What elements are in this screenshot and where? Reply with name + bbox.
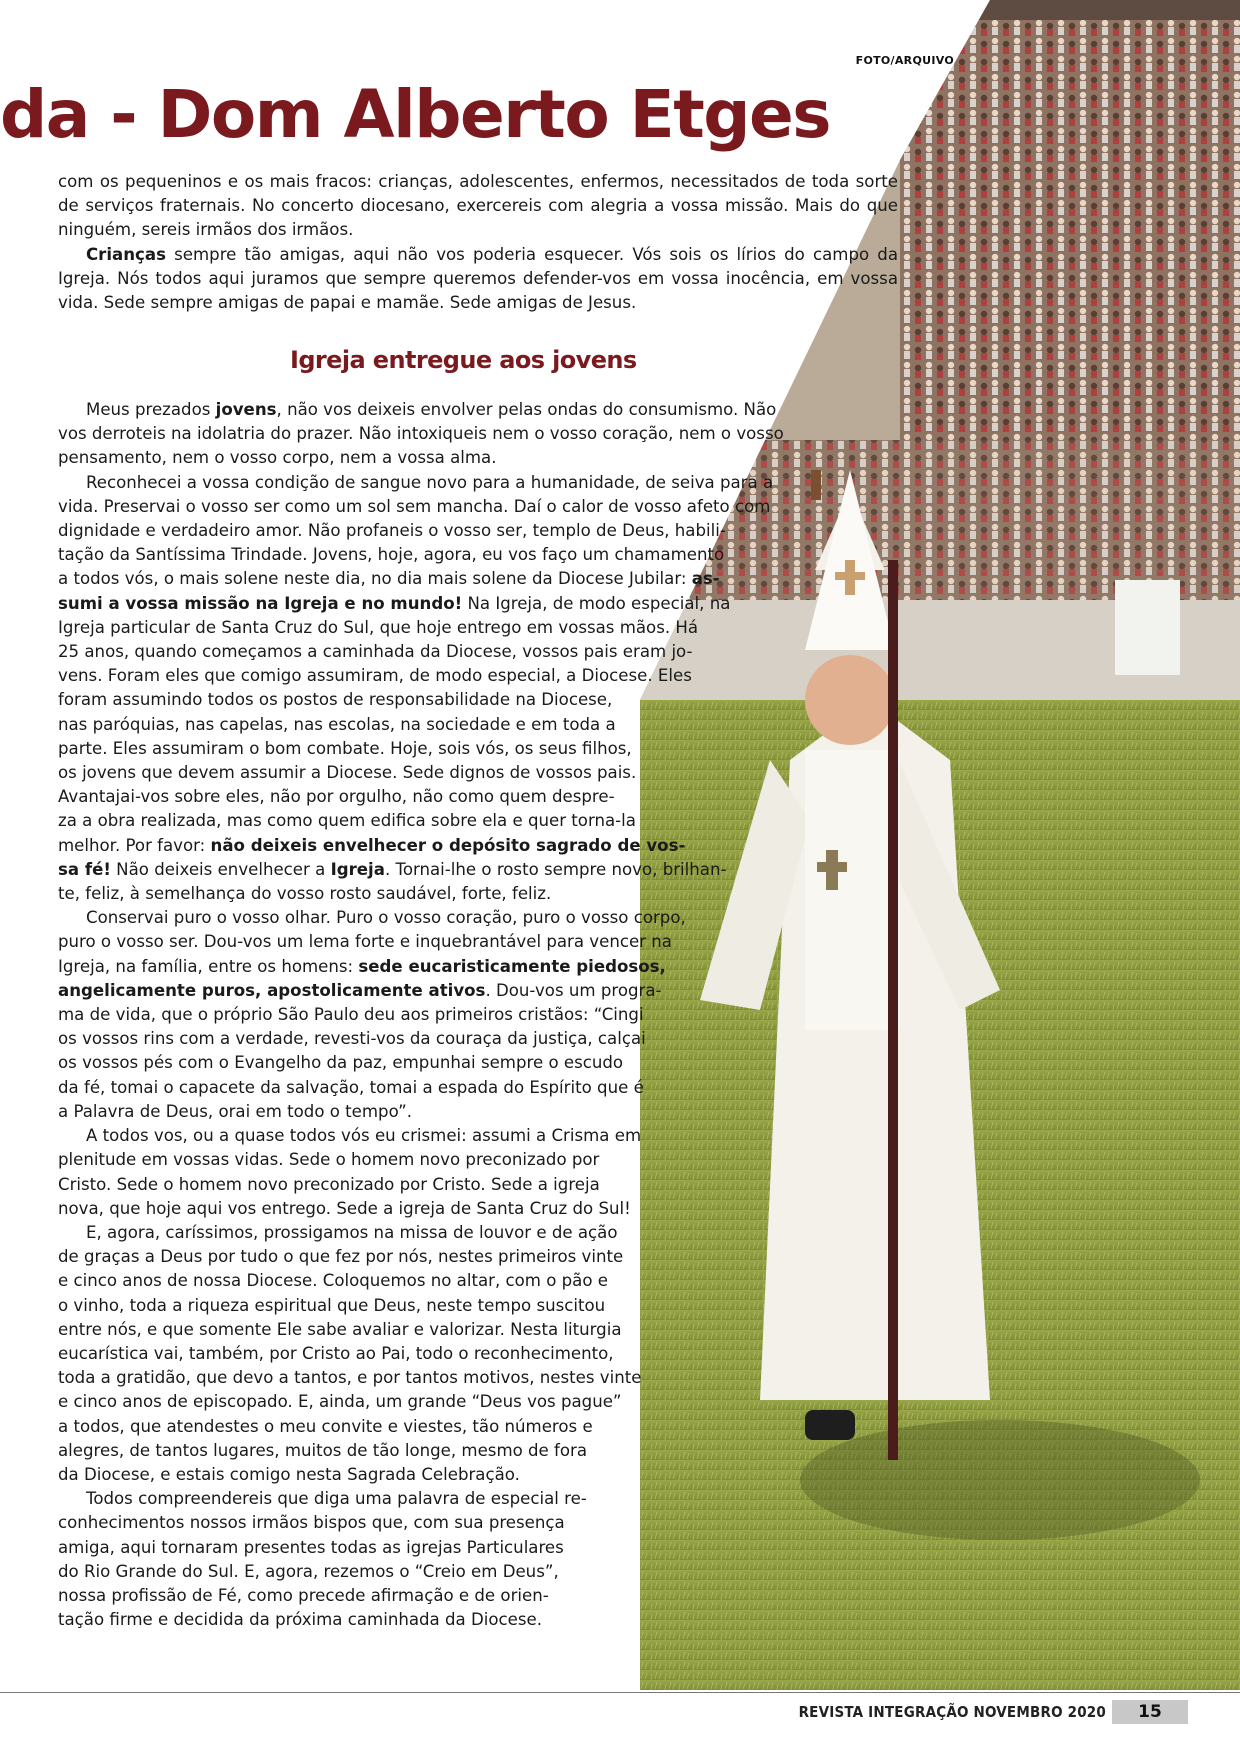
article-line: [58, 882, 784, 906]
article-line: [58, 446, 784, 470]
article-text-run: o vinho, toda a riqueza espiritual que Deus, neste tempo suscitou: [58, 1295, 606, 1315]
article-text-run: ma de vida, que o próprio São Paulo deu aos primeiros cristãos: “Cingi: [58, 1005, 644, 1025]
article-line: [58, 543, 784, 567]
article-line: [58, 1051, 784, 1075]
article-text-run: nova, que hoje aqui vos entrego. Sede a igreja de Santa Cruz do Sul!: [58, 1198, 631, 1218]
article-line: [58, 1294, 784, 1318]
article-text-run: amiga, aqui tornaram presentes todas as igrejas Particulares: [58, 1537, 564, 1557]
article-text-run: e cinco anos de nossa Diocese. Coloquemos no altar, com o pão e: [58, 1271, 608, 1291]
article-bold-phrase: sede eucaristicamente piedosos,: [358, 956, 666, 976]
footer-divider: [0, 1692, 1240, 1693]
article-line: [58, 1197, 784, 1221]
article-line: [58, 398, 784, 422]
article-line: [58, 761, 784, 785]
article-text-run: da fé, tomai o capacete da salvação, tomai a espada do Espírito que é: [58, 1077, 644, 1097]
article-line: [58, 737, 784, 761]
article-line: [58, 1100, 784, 1124]
article-line: [58, 1076, 784, 1100]
article-text-run: vos derroteis na idolatria do prazer. Não intoxiqueis nem o vosso coração, nem o vosso: [58, 424, 784, 444]
article-text-run: Todos compreendereis que diga uma palavra de especial re-: [86, 1489, 587, 1509]
article-text-run: Igreja, na família, entre os homens:: [58, 956, 359, 976]
article-text-run: E, agora, caríssimos, prossigamos na missa de louvor e de ação: [86, 1222, 618, 1242]
article-line: [58, 519, 784, 543]
article-text-run: za a obra realizada, mas como quem edifica sobre ela e quer torna-la: [58, 811, 636, 831]
article-text-run: da Diocese, e estais comigo nesta Sagrada Celebração.: [58, 1464, 520, 1484]
article-line: [58, 1439, 784, 1463]
article-text-run: os vossos rins com a verdade, revesti-vos da couraça da justiça, calçai: [58, 1029, 646, 1049]
article-text-run: Cristo. Sede o homem novo preconizado por Cristo. Sede a igreja: [58, 1174, 600, 1194]
article-text-run: alegres, de tantos lugares, muitos de tão longe, mesmo de fora: [58, 1440, 588, 1460]
article-line: [58, 1221, 784, 1245]
article-line: [58, 785, 784, 809]
article-line: [58, 640, 784, 664]
article-line: [58, 1245, 784, 1269]
intro-paragraph-1: com os pequeninos e os mais fracos: crianças, adolescentes, enfermos, necessitados de toda sorte de serviços fraternais. No concerto diocesano, exercereis com alegria a vossa missão. Mais do que ninguém, sereis irmãos dos irmãos.: [58, 172, 898, 240]
article-line: [58, 1269, 784, 1293]
article-text-run: a todos, que atendestes o meu convite e viestes, tão números e: [58, 1416, 593, 1436]
article-text-run: nossa profissão de Fé, como precede afirmação e de orien-: [58, 1585, 549, 1605]
article-text-run: Conservai puro o vosso olhar. Puro o vosso coração, puro o vosso corpo,: [86, 908, 686, 928]
article-line: [58, 979, 784, 1003]
article-text-run: tação firme e decidida da próxima caminhada da Diocese.: [58, 1610, 542, 1630]
article-line: [58, 930, 784, 954]
article-text-run: melhor. Por favor:: [58, 835, 211, 855]
section-title: Igreja entregue aos jovens: [290, 346, 637, 374]
article-line: [58, 664, 784, 688]
article-line: [58, 1148, 784, 1172]
intro-text: [58, 170, 898, 315]
article-text-run: nas paróquias, nas capelas, nas escolas, na sociedade e em toda a: [58, 714, 616, 734]
article-line: [58, 1366, 784, 1390]
article-text-run: . Tornai-lhe o rosto sempre novo, brilhan-: [384, 859, 727, 879]
article-line: [58, 858, 784, 882]
article-text-run: do Rio Grande do Sul. E, agora, rezemos o “Creio em Deus”,: [58, 1561, 559, 1581]
intro-bold-term: Crianças: [86, 244, 166, 264]
article-text-run: a todos vós, o mais solene neste dia, no dia mais solene da Diocese Jubilar:: [58, 569, 692, 589]
article-text-run: toda a gratidão, que devo a tantos, e por tantos motivos, nestes vinte: [58, 1368, 642, 1388]
article-text-run: e cinco anos de episcopado. E, ainda, um grande “Deus vos pague”: [58, 1392, 622, 1412]
article-text-run: dignidade e verdadeiro amor. Não profaneis o vosso ser, templo de Deus, habili-: [58, 521, 726, 541]
article-bold-phrase: jovens: [215, 400, 277, 419]
article-text-run: puro o vosso ser. Dou-vos um lema forte e inquebrantável para vencer na: [58, 932, 672, 952]
article-line: [58, 616, 784, 640]
article-text-run: conhecimentos nossos irmãos bispos que, com sua presença: [58, 1513, 565, 1533]
article-text-run: entre nós, e que somente Ele sabe avaliar e valorizar. Nesta liturgia: [58, 1319, 622, 1339]
article-bold-phrase: Igreja: [330, 859, 385, 879]
article-text-run: vida. Preservai o vosso ser como um sol sem mancha. Daí o calor de vosso afeto com: [58, 496, 771, 516]
article-line: [58, 955, 784, 979]
article-bold-phrase: sa fé!: [58, 859, 111, 879]
article-text-run: A todos vos, ou a quase todos vós eu crismei: assumi a Crisma em: [86, 1126, 642, 1146]
article-text-run: a Palavra de Deus, orai em todo o tempo”.: [58, 1101, 413, 1121]
article-text-run: Reconhecei a vossa condição de sangue novo para a humanidade, de seiva para a: [86, 472, 774, 492]
article-line: [58, 1536, 784, 1560]
article-text-run: Não deixeis envelhecer a: [110, 859, 331, 879]
article-text-run: eucarística vai, também, por Cristo ao Pai, todo o reconhecimento,: [58, 1343, 614, 1363]
article-bold-phrase: sumi a vossa missão na Igreja e no mundo!: [58, 593, 463, 613]
article-bold-phrase: não deixeis envelhecer o depósito sagrado de vos-: [210, 835, 686, 855]
article-text-run: Avantajai-vos sobre eles, não por orgulho, não como quem despre-: [58, 787, 615, 807]
article-line: [58, 1124, 784, 1148]
article-line: [58, 1463, 784, 1487]
article-text-run: de graças a Deus por tudo o que fez por nós, nestes primeiros vinte: [58, 1247, 624, 1267]
article-text-run: . Dou-vos um progra-: [485, 980, 662, 1000]
article-line: [58, 906, 784, 930]
footer-magazine-name: REVISTA INTEGRAÇÃO NOVEMBRO 2020: [798, 1703, 1106, 1721]
main-article-text: [58, 398, 784, 1632]
article-line: [58, 495, 784, 519]
article-line: [58, 1342, 784, 1366]
article-line: [58, 1487, 784, 1511]
article-text-run: os vossos pés com o Evangelho da paz, empunhai sempre o escudo: [58, 1053, 624, 1073]
article-line: [58, 1511, 784, 1535]
article-text-run: Igreja particular de Santa Cruz do Sul, que hoje entrego em vossas mãos. Há: [58, 617, 699, 637]
article-line: [58, 1003, 784, 1027]
article-line: [58, 1584, 784, 1608]
article-line: [58, 809, 784, 833]
photo-credit: FOTO/ARQUIVO: [855, 54, 954, 67]
article-bold-phrase: as-: [691, 569, 720, 589]
article-line: [58, 1318, 784, 1342]
article-text-run: parte. Eles assumiram o bom combate. Hoje, sois vós, os seus filhos,: [58, 738, 632, 758]
article-text-run: Meus prezados: [86, 400, 216, 419]
article-text-run: os jovens que devem assumir a Diocese. Sede dignos de vossos pais.: [58, 763, 637, 783]
page-number: 15: [1112, 1700, 1188, 1724]
article-line: [58, 713, 784, 737]
article-line: [58, 1027, 784, 1051]
article-text-run: Na Igreja, de modo especial, na: [462, 593, 731, 613]
article-line: [58, 1173, 784, 1197]
article-text-run: plenitude em vossas vidas. Sede o homem novo preconizado por: [58, 1150, 600, 1170]
article-line: [58, 1560, 784, 1584]
article-text-run: te, feliz, à semelhança do vosso rosto saudável, forte, feliz.: [58, 884, 552, 904]
article-text-run: pensamento, nem o vosso corpo, nem a vossa alma.: [58, 448, 497, 468]
article-line: [58, 1608, 784, 1632]
article-line: [58, 471, 784, 495]
headline: da - Dom Alberto Etges: [0, 76, 831, 153]
article-text-run: , não vos deixeis envolver pelas ondas do consumismo. Não: [276, 400, 777, 419]
article-line: [58, 834, 784, 858]
article-line: [58, 592, 784, 616]
article-line: [58, 567, 784, 591]
intro-paragraph-2-rest: sempre tão amigas, aqui não vos poderia esquecer. Vós sois os lírios do campo da Igreja. Nós todos aqui juramos que sempre queremos defender-vos em vossa inocência, em vossa vida. Sede sempre amigas de papai e mamãe. Sede amigas de Jesus.: [58, 244, 898, 313]
article-line: [58, 1390, 784, 1414]
article-text-run: tação da Santíssima Trindade. Jovens, hoje, agora, eu vos faço um chamamento: [58, 545, 725, 565]
article-line: [58, 688, 784, 712]
article-text-run: vens. Foram eles que comigo assumiram, de modo especial, a Diocese. Eles: [58, 666, 692, 686]
article-text-run: foram assumindo todos os postos de responsabilidade na Diocese,: [58, 690, 613, 710]
article-line: [58, 422, 784, 446]
article-text-run: 25 anos, quando começamos a caminhada da Diocese, vossos pais eram jo-: [58, 642, 693, 662]
intro-paragraph-2: [58, 243, 898, 316]
article-line: [58, 1415, 784, 1439]
article-bold-phrase: angelicamente puros, apostolicamente ativos: [58, 980, 486, 1000]
